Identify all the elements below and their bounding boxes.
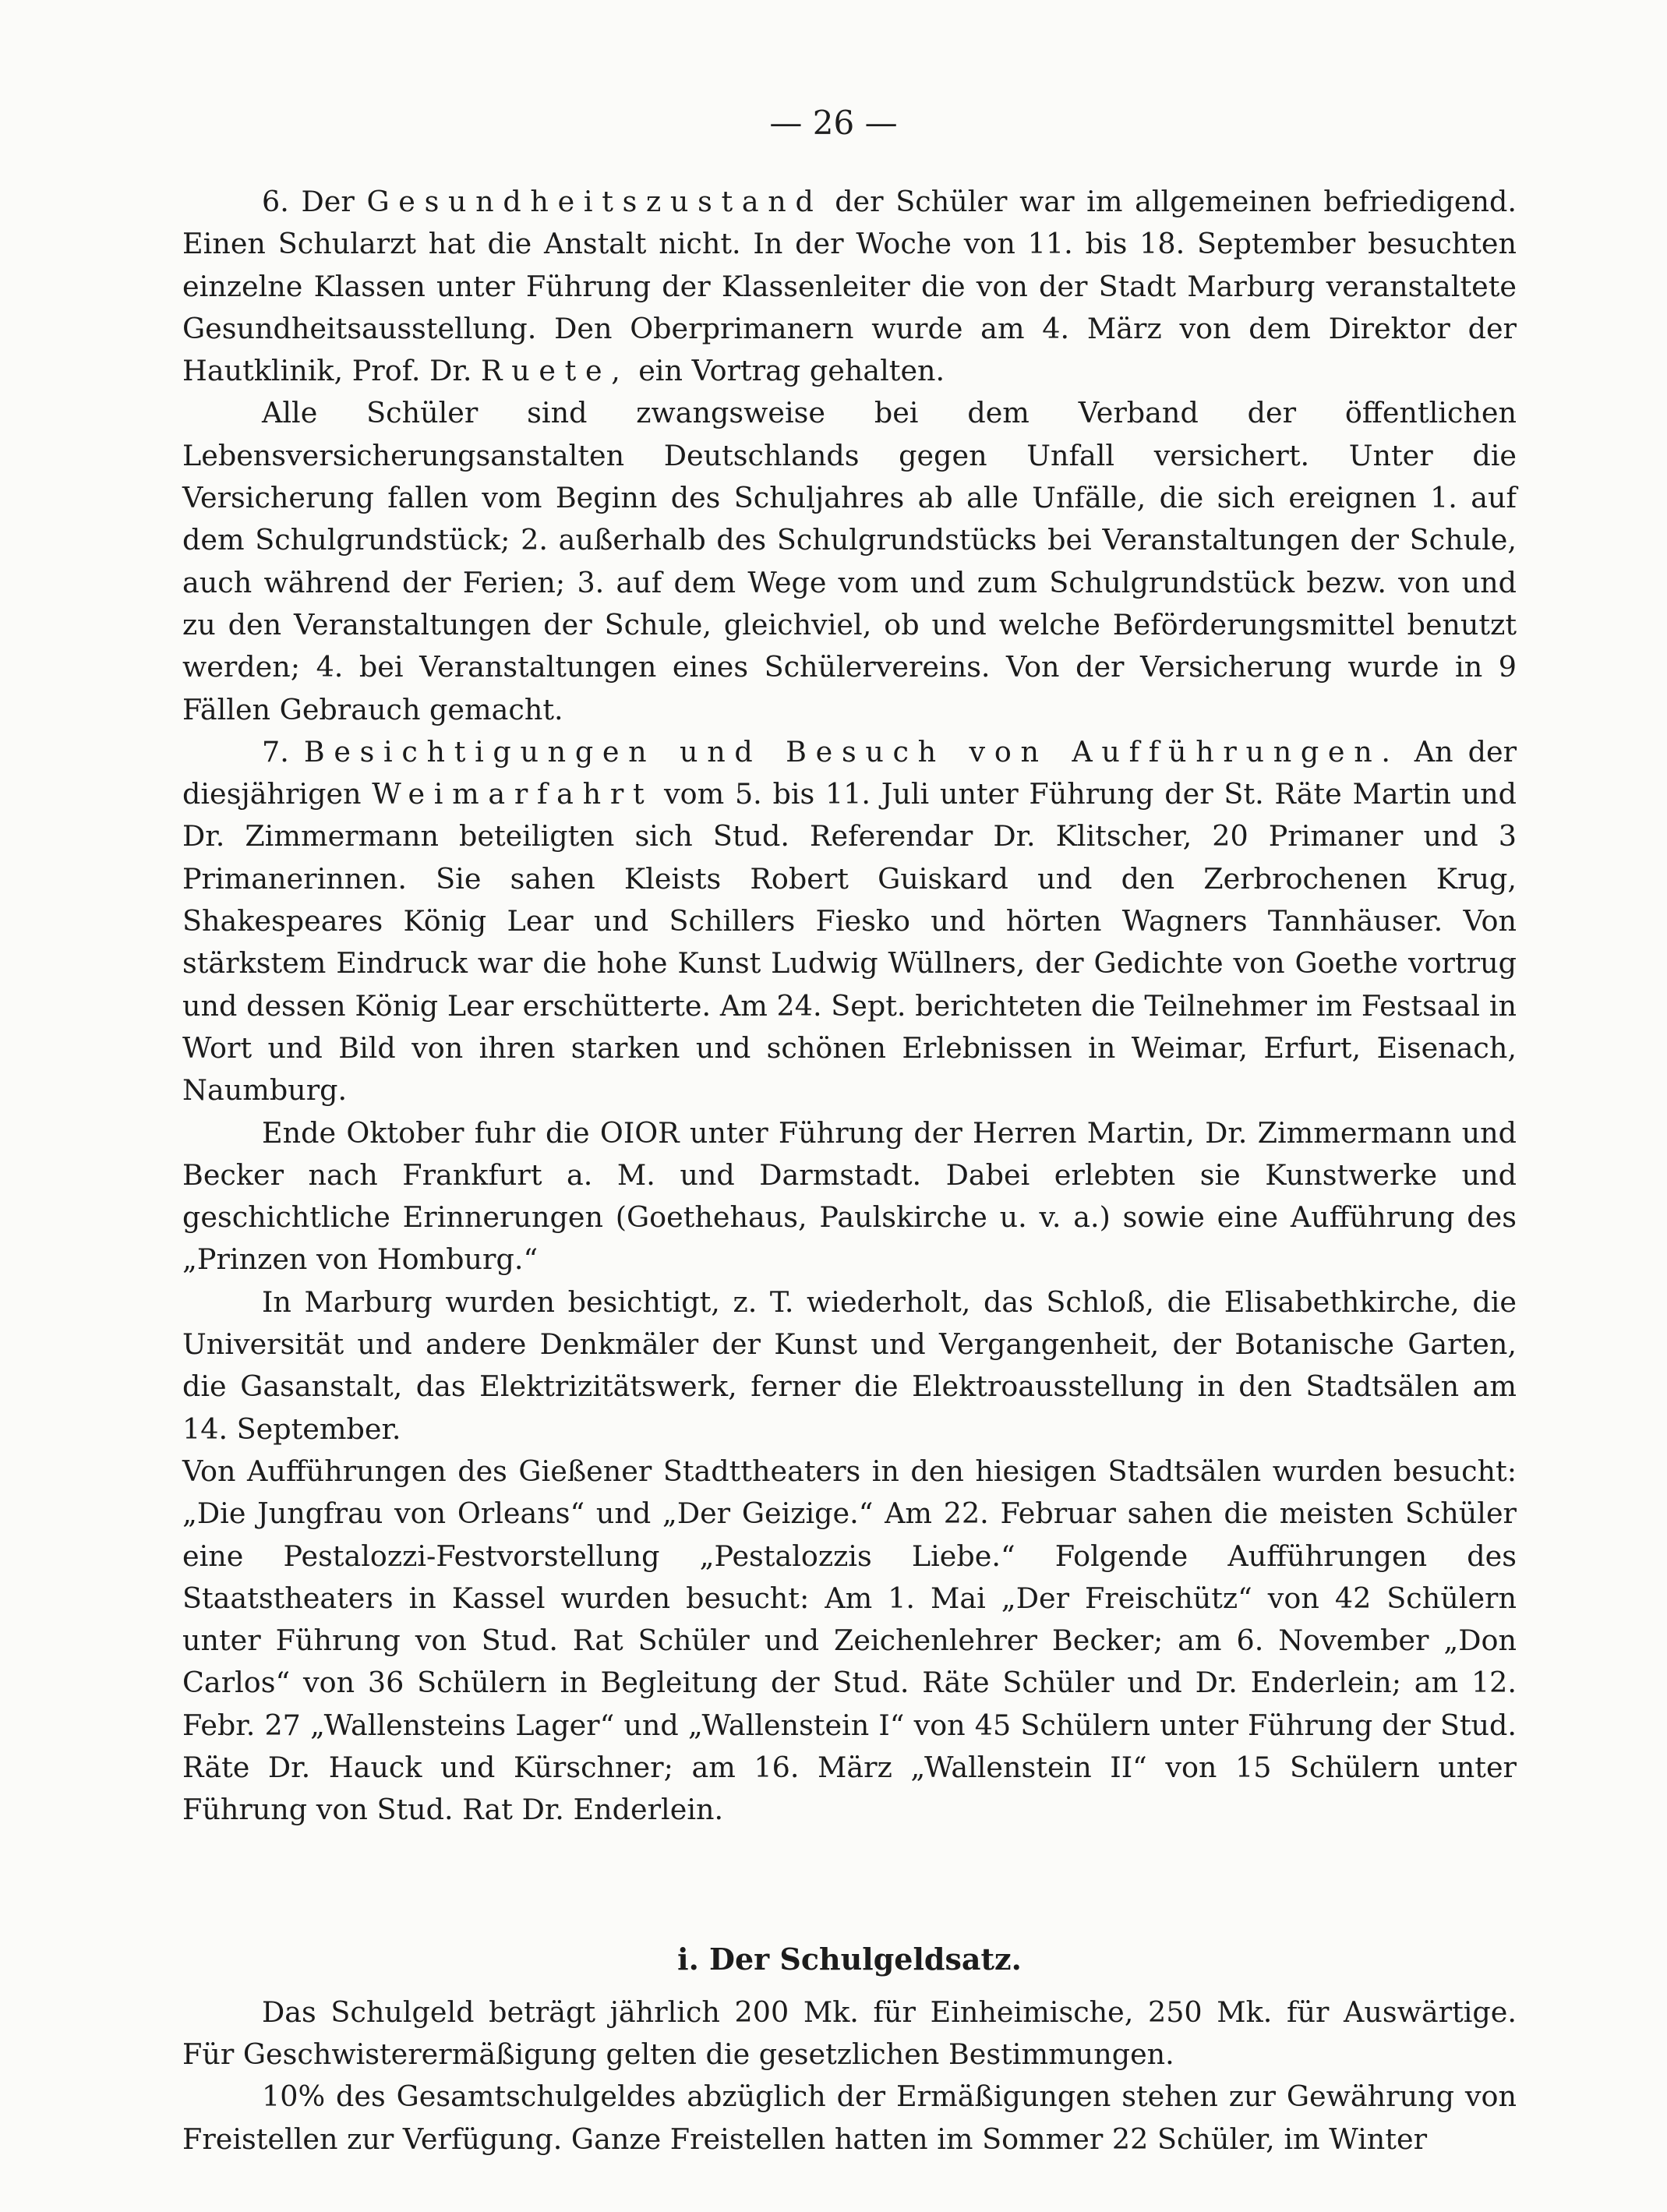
page-number: — 26 — <box>769 104 898 142</box>
page-body <box>182 181 1517 2161</box>
person-name-spaced: Ruete, <box>481 354 630 388</box>
paragraph-insurance: Alle Schüler sind zwangsweise bei dem Verband der öffentlichen Lebensversicherungsanstalten Deutschlands gegen Unfall versichert. Unter die Versicherung fallen vom Beginn des Schuljahres ab alle Unfälle, die sich ereignen 1. auf dem Schulgrundstück; 2. außerhalb des Schulgrundstücks bei Veranstaltungen der Schule, auch während der Ferien; 3. auf dem Wege vom und zum Schulgrundstück bezw. von und zu den Veranstaltungen der Schule, gleichviel, ob und welche Beförderungsmittel benutzt werden; 4. bei Veranstaltungen eines Schülervereins. Von der Versicherung wurde in 9 Fällen Gebrauch gemacht. <box>182 396 1517 726</box>
paragraph-school-fee: Das Schulgeld beträgt jährlich 200 Mk. für Einheimische, 250 Mk. für Auswärtige. Für Geschwisterermäßigung gelten die gesetzlichen Bestimmungen. <box>182 1995 1517 2072</box>
trip-name-spaced: Weimarfahrt <box>372 777 654 811</box>
paragraph-visits <box>182 731 1517 1112</box>
item-number: 7. <box>262 734 289 769</box>
item-text: vom 5. bis 11. Juli unter Führung der St. Räte Martin und Dr. Zimmermann beteiligten sich Stud. Referendar Dr. Klitscher, 20 Primaner und 3 Primanerinnen. Sie sahen Kleists Robert Guiskard und den Zerbrochenen Krug, Shakespeares König Lear und Schillers Fiesko und hörten Wagners Tannhäuser. Von stärkstem Eindruck war die hohe Kunst Ludwig Wüllners, der Gedichte von Goethe vortrug und dessen König Lear erschütterte. Am 24. Sept. berichteten die Teilnehmer im Festsaal in Wort und Bild von ihren starken und schönen Erlebnissen in Weimar, Erfurt, Eisenach, Naumburg. <box>182 777 1517 1108</box>
item-text: der Schüler war im allgemeinen befriedigend. Einen Schularzt hat die Anstalt nicht. In der Woche von 11. bis 18. September besuchten einzelne Klassen unter Führung der Klassenleiter die von der Stadt Marburg veranstaltete Gesundheitsausstellung. Den Oberprimanern wurde am 4. März von dem Direktor der Hautklinik, Prof. Dr. <box>182 185 1517 388</box>
paragraph-free-places: 10% des Gesamtschulgeldes abzüglich der Ermäßigungen stehen zur Gewährung von Freistellen zur Verfügung. Ganze Freistellen hatten im Sommer 22 Schüler, im Winter <box>182 2079 1517 2156</box>
section-heading: i. Der Schulgeldsatz. <box>677 1941 1022 1977</box>
paragraph-october-trip: Ende Oktober fuhr die OIOR unter Führung der Herren Martin, Dr. Zimmermann und Becker nach Frankfurt a. M. und Darmstadt. Dabei erlebten sie Kunstwerke und geschichtliche Erinnerungen (Goethehaus, Paulskirche u. v. a.) sowie eine Aufführung des „Prinzen von Homburg.“ <box>182 1115 1517 1277</box>
item-text-end: ein Vortrag gehalten. <box>638 354 945 388</box>
item-number: 6. <box>262 185 289 218</box>
paragraph-health <box>182 181 1517 392</box>
item-heading-spaced: Gesundheitszustand <box>366 185 823 218</box>
item-heading-spaced: Besichtigungen und Besuch von Aufführungen. <box>303 734 1400 769</box>
paragraph-marburg: In Marburg wurden besichtigt, z. T. wiederholt, das Schloß, die Elisabethkirche, die Universität und andere Denkmäler der Kunst und Vergangenheit, der Botanische Garten, die Gasanstalt, das Elektrizitätswerk, ferner die Elektroausstellung in den Stadtsälen am 14. September. <box>182 1284 1517 1446</box>
item-lead-word: Der <box>301 185 355 218</box>
paragraph-theater: Von Aufführungen des Gießener Stadttheaters in den hiesigen Stadtsälen wurden besucht: „Die Jungfrau von Orleans“ und „Der Geizige.“ Am 22. Februar sahen die meisten Schüler eine Pestalozzi-Festvorstellung „Pestalozzis Liebe.“ Folgende Aufführungen des Staatstheaters in Kassel wurden besucht: Am 1. Mai „Der Freischütz“ von 42 Schülern unter Führung von Stud. Rat Schüler und Zeichenlehrer Becker; am 6. November „Don Carlos“ von 36 Schülern in Begleitung der Stud. Räte Schüler und Dr. Enderlein; am 12. Febr. 27 „Wallensteins Lager“ und „Wallenstein I“ von 45 Schülern unter Führung der Stud. Räte Dr. Hauck und Kürschner; am 16. März „Wallenstein II“ von 15 Schülern unter Führung von Stud. Rat Dr. Enderlein. <box>182 1454 1517 1827</box>
item-text: An der diesjährigen <box>182 734 1517 811</box>
